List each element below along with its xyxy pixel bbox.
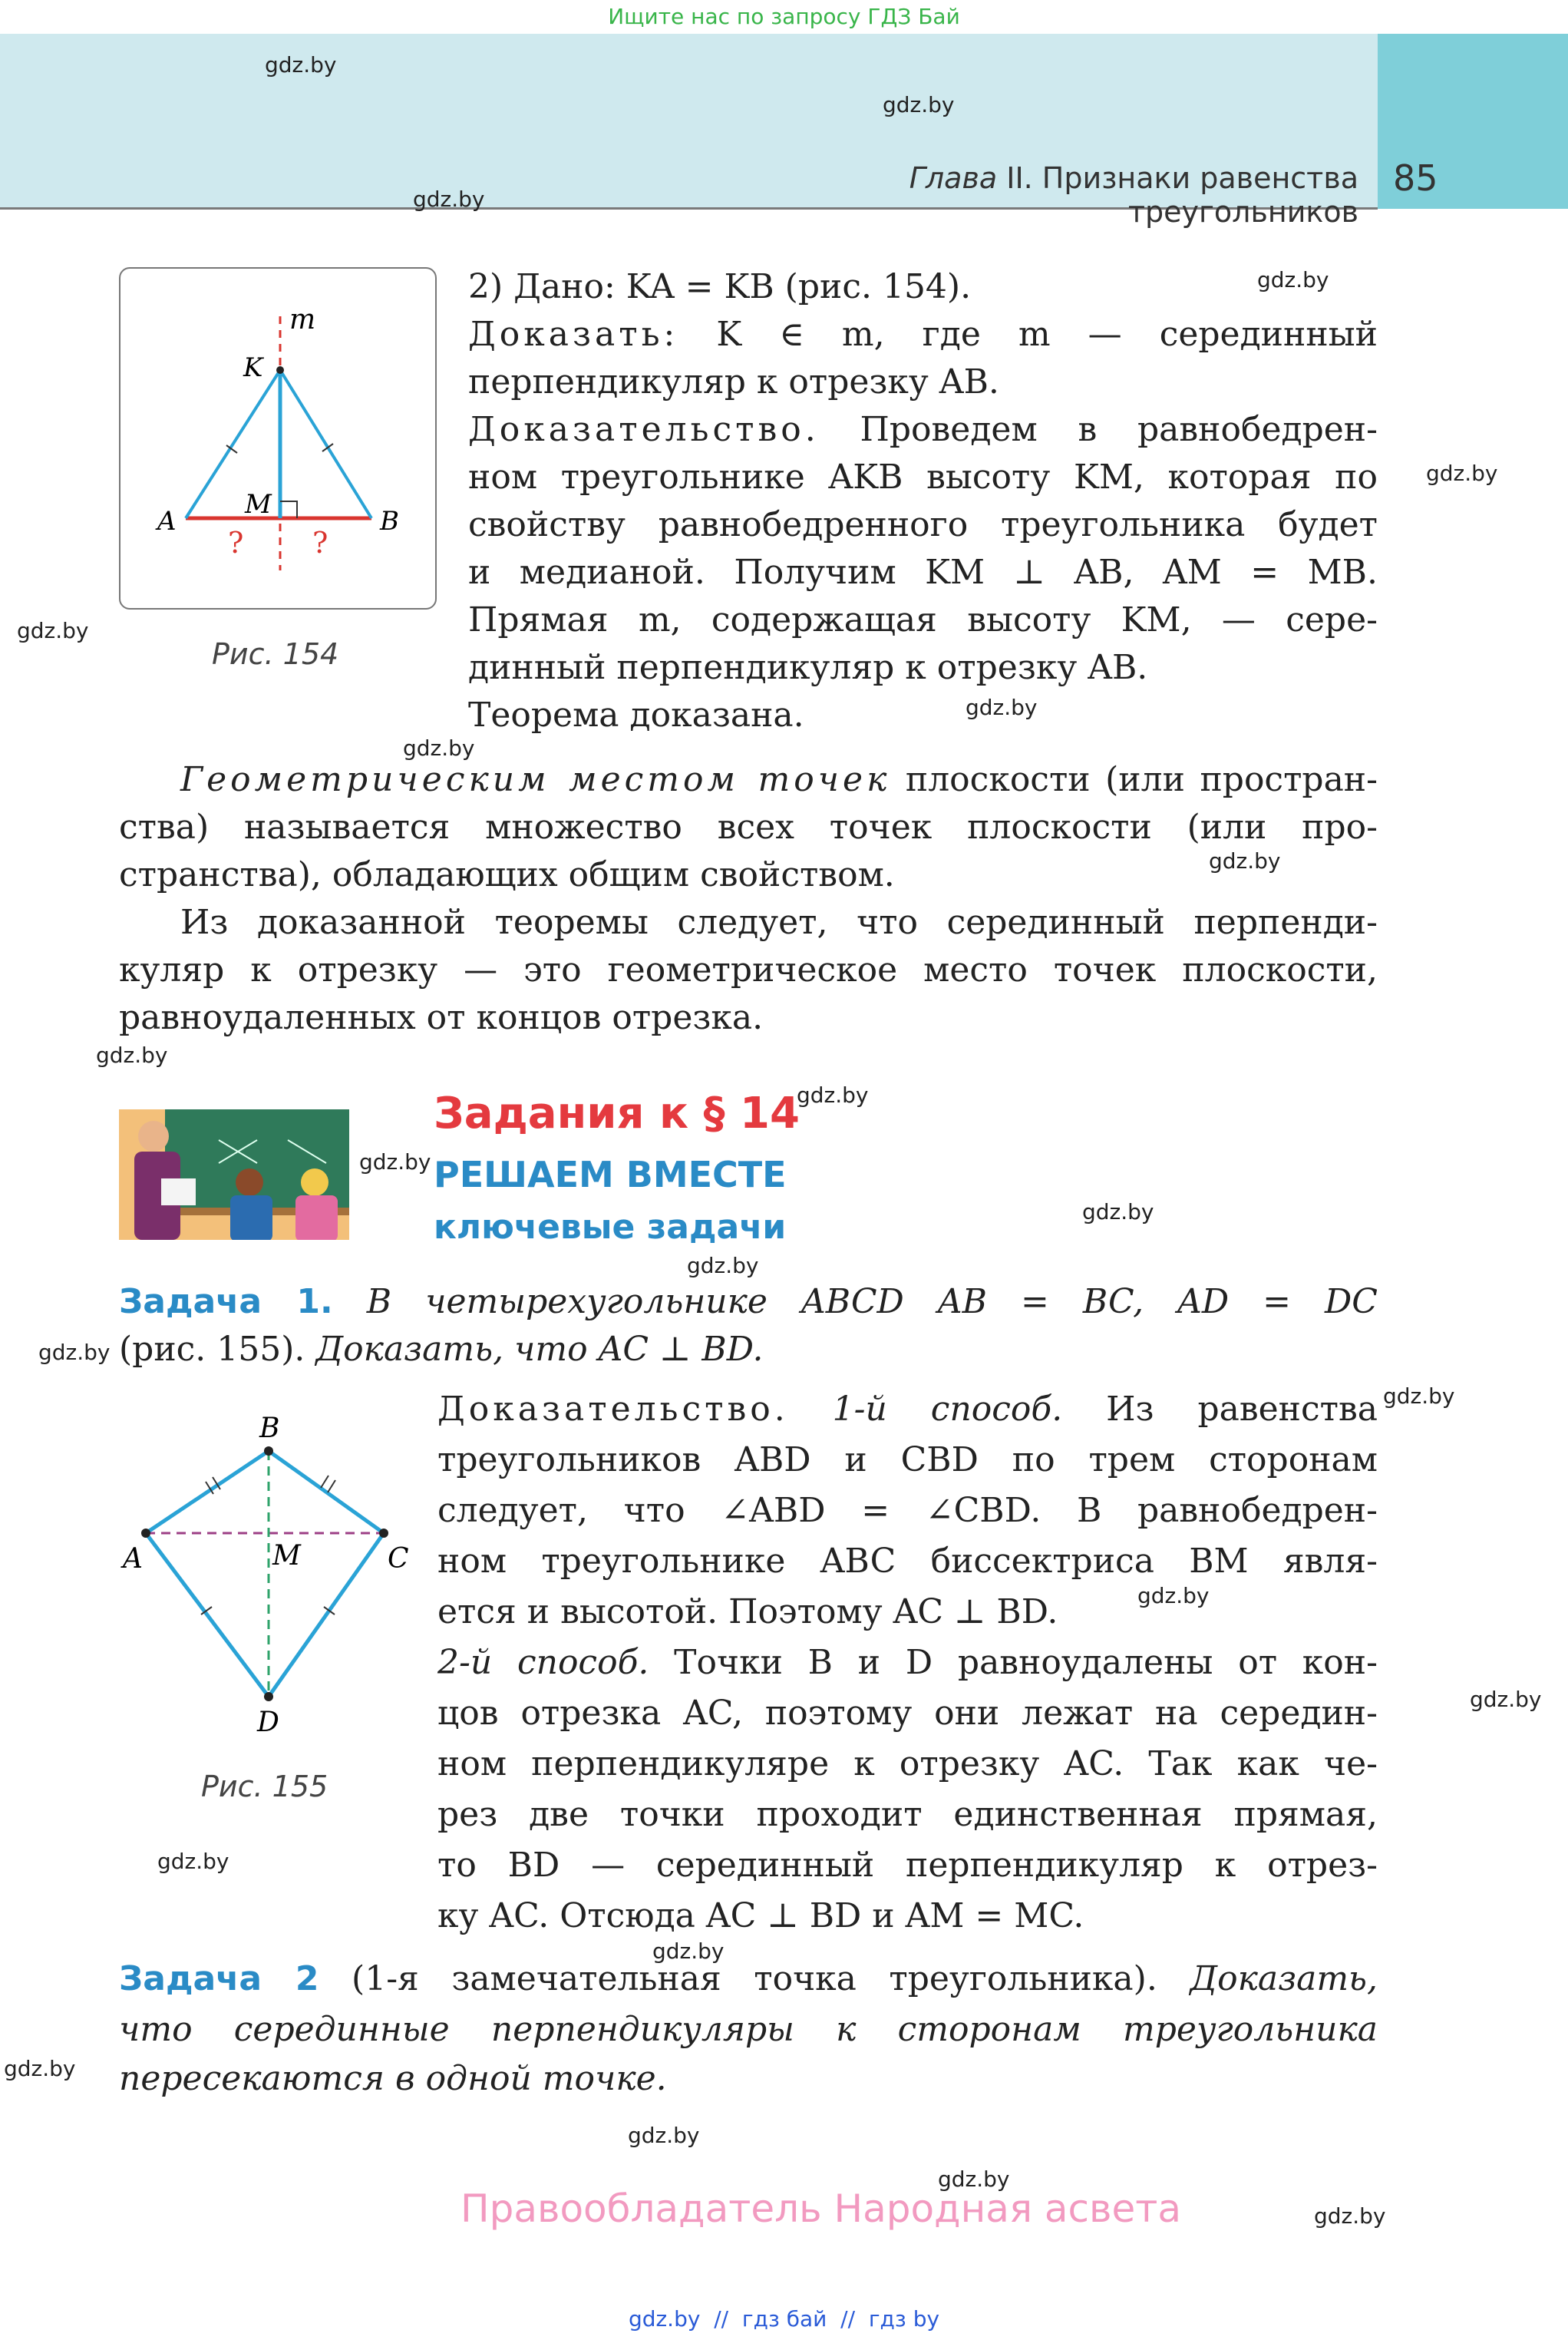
label-M155: M [272, 1540, 301, 1572]
watermark: gdz.by [1209, 848, 1281, 874]
watermark: gdz.by [17, 618, 89, 643]
watermark: gdz.by [628, 2123, 700, 2148]
label-D155: D [257, 1707, 279, 1738]
proof1-line10: то BD — серединный перпендикуляр к отрез- [437, 1846, 1378, 1885]
chapter-word: Глава [909, 161, 998, 195]
question-left: ? [228, 526, 244, 560]
proof1-line5: ется и высотой. Поэтому AC ⊥ BD. [437, 1592, 1058, 1631]
task2-line1: Задача 2 (1-я замечательная точка треугольника). Доказать, [119, 1959, 1378, 1998]
section-subtitle-2: ключевые задачи [434, 1208, 787, 1247]
watermark: gdz.by [1470, 1687, 1542, 1712]
figure-155 [115, 1397, 437, 1750]
proof1-line2: треугольников ABD и CBD по трем сторонам [437, 1440, 1378, 1479]
task1-line2: (рис. 155). Доказать, что AC ⊥ BD. [119, 1330, 764, 1369]
definition-line1: Геометрическим местом точек плоскости (или простран- [180, 760, 1378, 799]
point-K [276, 366, 284, 374]
watermark: gdz.by [96, 1043, 168, 1068]
point-C [379, 1529, 388, 1538]
chapter-title [752, 161, 1358, 229]
proof1-line6: 2-й способ. Точки B и D равноудалены от кон- [437, 1643, 1378, 1682]
definition-line3: странства), обладающих общим свойством. [119, 855, 895, 894]
proof1-line8: ном перпендикуляре к отрезку AC. Так как че- [437, 1744, 1378, 1783]
watermark: gdz.by [359, 1149, 431, 1175]
proof1-line4: ном треугольнике ABC биссектриса BM явля- [437, 1542, 1378, 1581]
watermark: gdz.by [1383, 1383, 1455, 1409]
proof1-line9: рез две точки проходит единственная прямая, [437, 1795, 1378, 1834]
watermark: gdz.by [938, 2166, 1010, 2192]
watermark: gdz.by [4, 2056, 76, 2081]
proof2-line5: ном треугольнике AKB высоту KM, которая по [468, 458, 1378, 497]
watermark: gdz.by [966, 695, 1038, 720]
watermark: gdz.by [413, 187, 485, 212]
point-B [264, 1446, 273, 1456]
right-angle-mark [280, 501, 297, 518]
segment-KB [280, 370, 371, 518]
proof2-line8: Прямая m, содержащая высоту KM, — сере- [468, 600, 1378, 640]
proof1-line3: следует, что ∠ABD = ∠CBD. В равнобедрен- [437, 1491, 1378, 1530]
watermark: gdz.by [1426, 461, 1498, 486]
proof2-line9: динный перпендикуляр к отрезку AB. [468, 648, 1148, 687]
task2-line3: пересекаются в одной точке. [119, 2059, 667, 2098]
proof2-line6: свойству равнобедренного треугольника будет [468, 505, 1378, 544]
label-A: A [157, 506, 177, 537]
consequence-line1: Из доказанной теоремы следует, что серединный перпенди- [180, 903, 1378, 942]
section-title: Задания к § 14 [434, 1089, 800, 1139]
chapter-rest: II. Признаки равенства треугольников [997, 161, 1358, 229]
proof2-line2: Доказать: K ∈ m, где m — серединный [468, 315, 1378, 354]
watermark: gdz.by [265, 52, 337, 78]
proof2-line7: и медианой. Получим KM ⊥ AB, AM = MB. [468, 553, 1378, 592]
figure-155-caption: Рис. 155 [201, 1770, 328, 1803]
classroom-illustration [119, 1109, 349, 1240]
watermark: gdz.by [652, 1938, 725, 1964]
figure-154 [119, 267, 437, 610]
quadrilateral-ABCD [146, 1451, 384, 1697]
proof1-line7: цов отрезка AC, поэтому они лежат на середин- [437, 1694, 1378, 1733]
section-subtitle: РЕШАЕМ ВМЕСТЕ [434, 1154, 787, 1195]
proof2-line10: Теорема доказана. [468, 696, 804, 735]
tick-BC-2 [328, 1480, 335, 1492]
figure-154-diagram [120, 269, 435, 608]
watermark: gdz.by [1137, 1583, 1210, 1608]
bottom-links[interactable]: gdz.by // гдз бай // гдз by [628, 2306, 940, 2332]
watermark: gdz.by [883, 92, 955, 117]
watermark: gdz.by [403, 735, 475, 761]
watermark: gdz.by [797, 1082, 869, 1108]
label-m: m [289, 304, 316, 335]
consequence-line3: равноудаленных от концов отрезка. [119, 998, 764, 1037]
task2-line2: что серединные перпендикуляры к сторонам треугольника [119, 2010, 1378, 2049]
label-B155: B [259, 1413, 280, 1444]
watermark: gdz.by [1314, 2203, 1386, 2229]
question-right: ? [312, 526, 328, 560]
task1-label: Задача 1. [119, 1282, 333, 1321]
watermark: gdz.by [157, 1849, 229, 1874]
proof2-line1: 2) Дано: KA = KB (рис. 154). [468, 267, 972, 306]
point-A [141, 1529, 150, 1538]
watermark: gdz.by [1082, 1199, 1154, 1225]
watermark: gdz.by [38, 1340, 111, 1365]
proof2-line3: перпендикуляр к отрезку AB. [468, 362, 999, 402]
label-A155: A [123, 1543, 143, 1575]
consequence-line2: куляр к отрезку — это геометрическое место точек плоскости, [119, 950, 1378, 990]
label-M: M [245, 489, 272, 520]
label-C155: C [388, 1543, 409, 1575]
definition-line2: ства) называется множество всех точек плоскости (или про- [119, 808, 1378, 847]
page-number: 85 [1393, 157, 1438, 199]
proof1-line1: Доказательство. 1-й способ. Из равенства [437, 1390, 1378, 1429]
proof2-line4: Доказательство. Проведем в равнобедрен- [468, 410, 1378, 449]
copyright: Правообладатель Народная асвета [460, 2186, 1182, 2231]
top-banner: Ищите нас по запросу ГДЗ Бай [608, 4, 960, 29]
watermark: gdz.by [687, 1253, 759, 1278]
watermark: gdz.by [1257, 267, 1329, 292]
label-K: K [243, 352, 263, 383]
tick-BC-1 [321, 1476, 328, 1488]
figure-154-caption: Рис. 154 [212, 637, 339, 671]
task1-line1: Задача 1. В четырехугольнике ABCD AB = BC, AD = DC [119, 1282, 1378, 1321]
task2-label: Задача 2 [119, 1959, 319, 1998]
proof1-line11: ку AC. Отсюда AC ⊥ BD и AM = MC. [437, 1896, 1084, 1935]
point-D [264, 1692, 273, 1701]
label-B: B [380, 506, 399, 537]
